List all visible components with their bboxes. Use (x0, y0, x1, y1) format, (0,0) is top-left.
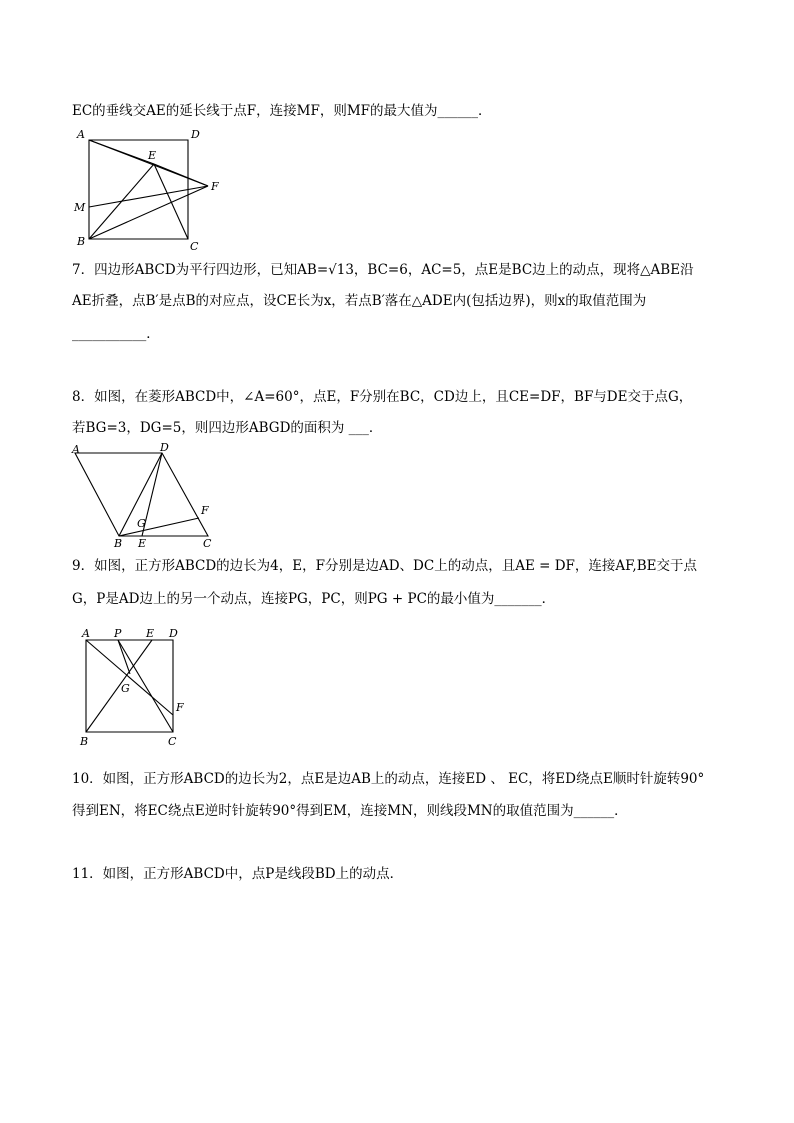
q7-line3: ___________． (72, 326, 160, 342)
q6-text: EC的垂线交AE的延长线于点F，连接MF，则MF的最大值为______． (72, 103, 492, 119)
q10-line2: 得到EN，将EC绕点E逆时针旋转90°得到EM，连接MN，则线段MN的取值范围为______． (72, 803, 628, 819)
q7-line1: 7．四边形ABCD为平行四边形，已知AB=√13，BC=6，AC=5，点E是BC边上的动点，现将△ABE沿 (72, 262, 694, 278)
q9-line2: G，P是AD边上的另一个动点，连接PG，PC，则PG + PC的最小值为_______． (72, 591, 556, 607)
label-f: F (176, 701, 184, 714)
label-d: D (160, 442, 169, 454)
q8-line2: 若BG=3，DG=5，则四边形ABGD的面积为 ___． (72, 420, 383, 436)
label-b: B (80, 735, 89, 748)
segment-af (86, 640, 173, 715)
segment-bf (119, 518, 199, 536)
label-g: G (121, 682, 130, 695)
figure-q8-rhombus (68, 442, 228, 552)
segment-be (86, 640, 152, 732)
label-b: B (77, 235, 86, 248)
label-d: D (191, 128, 200, 141)
label-f: F (211, 180, 219, 193)
q11-line1: 11．如图，正方形ABCD中，点P是线段BD上的动点． (72, 866, 404, 882)
q8-line1: 8．如图，在菱形ABCD中，∠A=60°，点E，F分别在BC，CD边上，且CE=DF，BF与DE交于点G， (72, 389, 693, 405)
figure-q6-square (70, 124, 230, 254)
label-e: E (138, 537, 147, 550)
label-f: F (201, 504, 209, 517)
segment-bf (89, 186, 208, 239)
label-a: A (72, 443, 80, 456)
label-e: E (146, 627, 155, 640)
label-m: M (74, 201, 86, 214)
label-e: E (148, 149, 157, 162)
label-d: D (169, 627, 178, 640)
q10-line1: 10．如图，正方形ABCD的边长为2，点E是边AB上的动点，连接ED 、 EC，将ED绕点E顺时针旋转90° (72, 771, 705, 787)
figure-q9-square (76, 622, 196, 750)
label-c: C (190, 240, 199, 253)
label-c: C (168, 735, 177, 748)
label-g: G (137, 517, 146, 530)
q7-line2: AE折叠，点B′是点B的对应点，设CE长为x，若点B′落在△ADE内(包括边界)，则x的取值范围为 (72, 293, 647, 309)
square-abcd (89, 140, 188, 239)
segment-mf (89, 186, 208, 207)
label-a: A (77, 128, 85, 141)
label-b: B (114, 537, 123, 550)
label-c: C (203, 537, 212, 550)
label-p: P (114, 627, 122, 640)
label-a: A (82, 627, 90, 640)
q9-line1: 9．如图，正方形ABCD的边长为4，E，F分别是边AD、DC上的动点，且AE = DF，连接AF,BE交于点 (72, 558, 697, 574)
